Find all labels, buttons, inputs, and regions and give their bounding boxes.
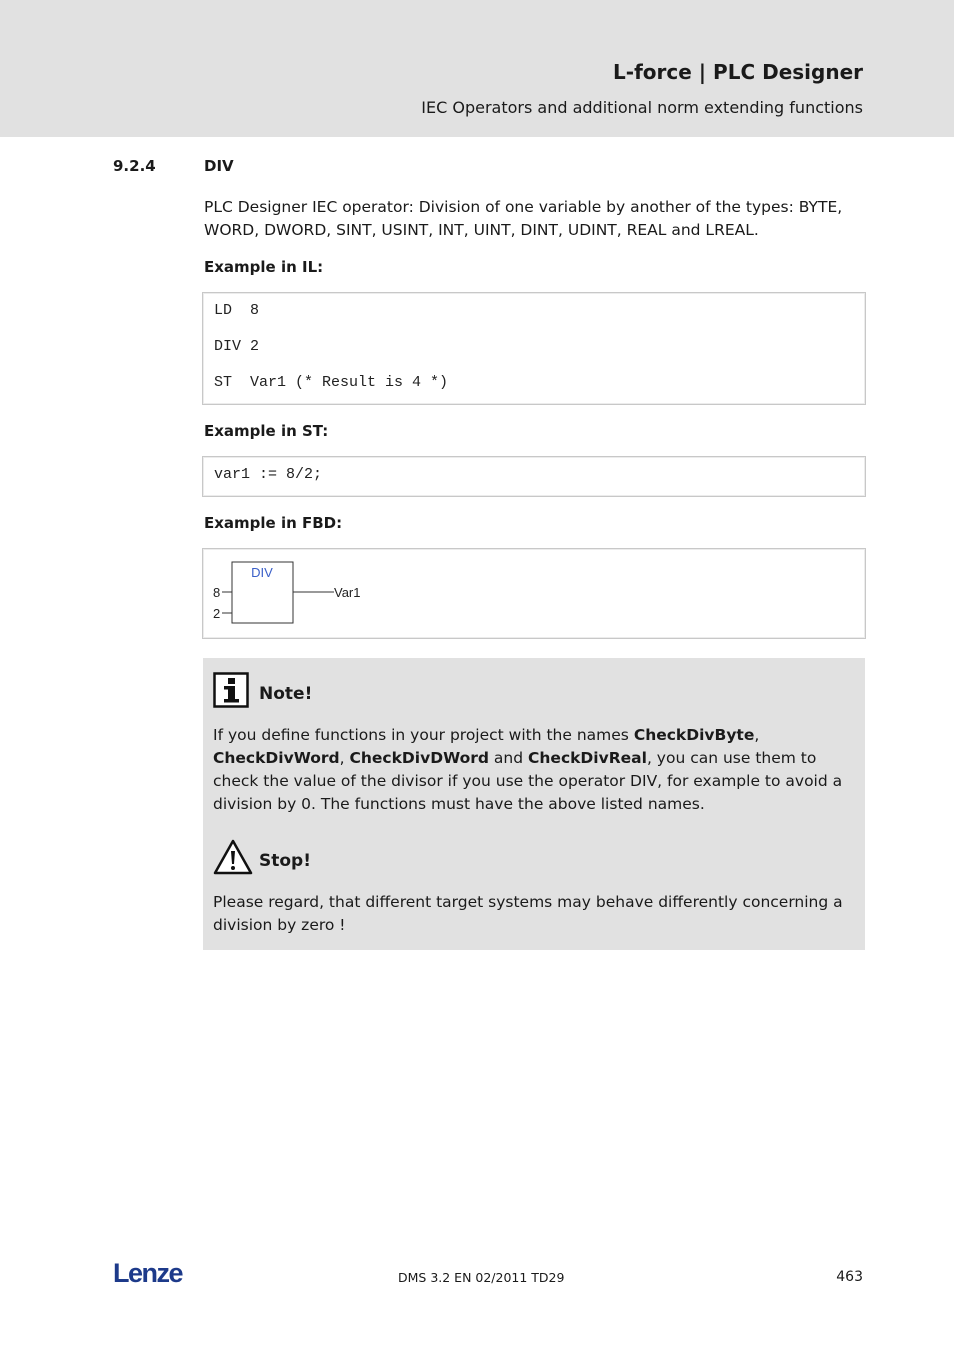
fbd-output-label: Var1 (334, 585, 361, 600)
warning-icon (212, 838, 254, 880)
stop-text: Please regard, that different target systems may behave differently concerning a division by zero ! (213, 893, 843, 934)
st-line: var1 := 8/2; (214, 466, 323, 483)
note-text (213, 724, 853, 816)
note-sep-3: and (489, 749, 529, 767)
page-number: 463 (836, 1269, 863, 1285)
svg-text:Lenze: Lenze (113, 1258, 183, 1286)
note-sep-1: , (754, 726, 760, 744)
fbd-diagram (203, 549, 865, 638)
header-title: L-force | PLC Designer (613, 60, 863, 84)
note-fn-checkdivreal: CheckDivReal (528, 749, 647, 767)
note-sep-2: , (339, 749, 350, 767)
st-code-box (202, 456, 866, 497)
fbd-diagram-box (202, 548, 866, 639)
section-title: DIV (204, 157, 234, 175)
doc-reference: DMS 3.2 EN 02/2011 TD29 (398, 1270, 565, 1285)
page-header (0, 0, 954, 137)
info-icon (213, 672, 249, 712)
stop-heading: Stop! (259, 851, 311, 871)
note-fn-checkdivdword: CheckDivDWord (349, 749, 489, 767)
fbd-input1-label: 8 (213, 585, 221, 600)
fbd-example-label: Example in FBD: (204, 514, 343, 532)
fbd-input2-label: 2 (213, 606, 221, 621)
st-example-label: Example in ST: (204, 422, 329, 440)
note-fn-checkdivword: CheckDivWord (213, 749, 340, 767)
header-subtitle: IEC Operators and additional norm extending functions (421, 98, 863, 117)
note-text-2: , you can use them to check the value of the divisor if you use the operator DIV, for example to avoid a division by 0. The functions must have the above listed names. (213, 749, 843, 813)
note-text-1: If you define functions in your project with the names (213, 726, 634, 744)
lenze-logo (113, 1258, 193, 1290)
il-line-3: ST Var1 (* Result is 4 *) (214, 374, 449, 391)
section-number: 9.2.4 (113, 157, 156, 175)
il-line-1: LD 8 (214, 302, 260, 319)
fbd-block-name: DIV (251, 565, 273, 580)
note-fn-checkdivbyte: CheckDivByte (633, 726, 755, 744)
note-heading: Note! (259, 684, 313, 704)
il-code-box (202, 292, 866, 405)
note-box (203, 658, 865, 950)
intro-paragraph: PLC Designer IEC operator: Division of one variable by another of the types: BYTE, WORD, DWORD, SINT, USINT, INT, UINT, DINT, UDINT, REAL and LREAL. (204, 198, 843, 239)
il-example-label: Example in IL: (204, 258, 324, 276)
il-line-2: DIV 2 (214, 338, 260, 355)
